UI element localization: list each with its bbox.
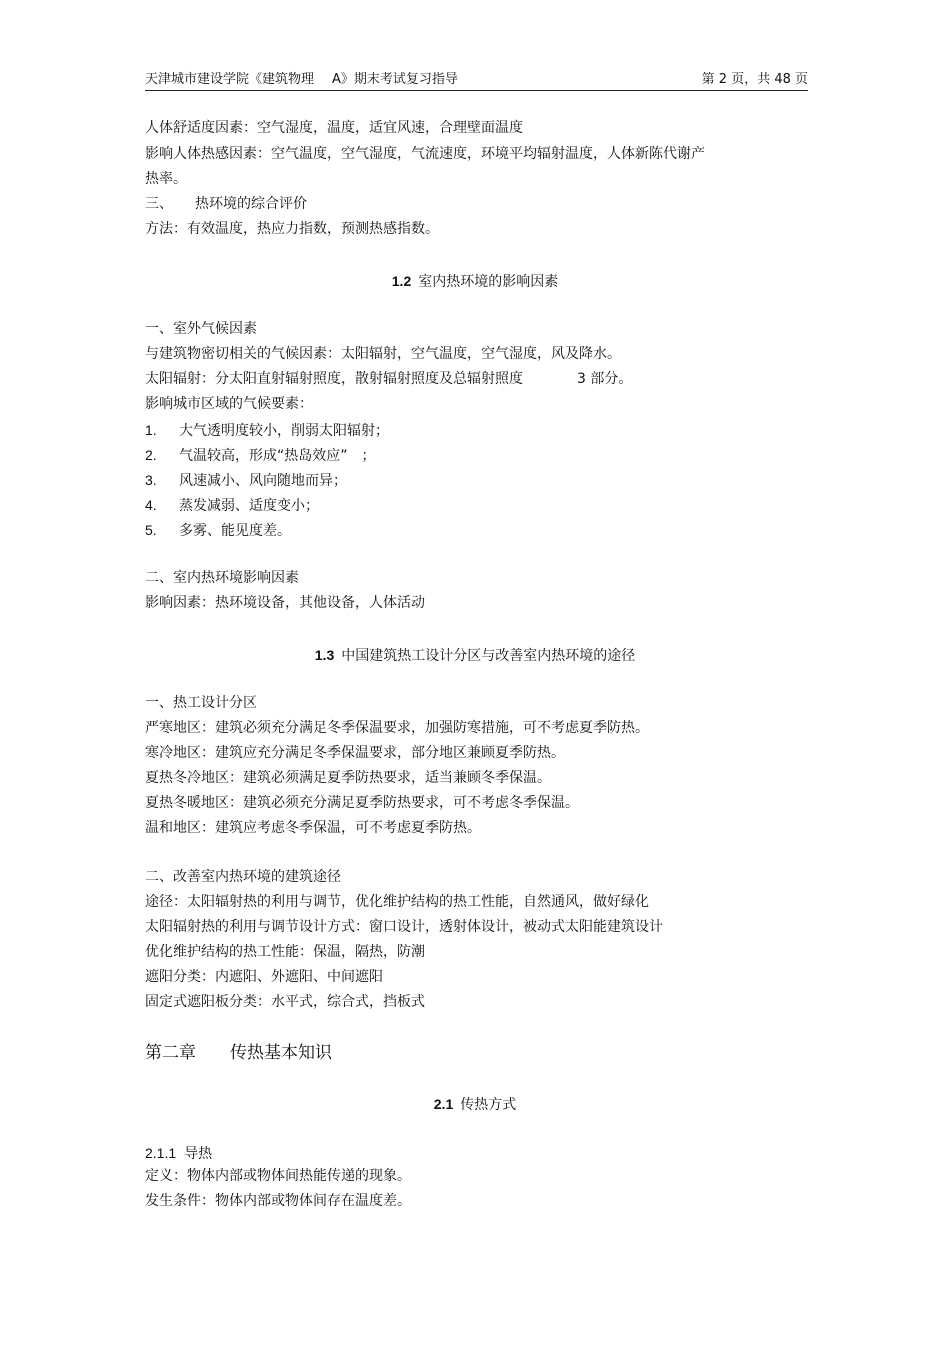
- header-document-title: 天津城市建设学院《建筑物理 A》期末考试复习指导: [145, 72, 458, 87]
- conduction-condition-text: 发生条件：物体内部或物体间存在温度差。: [145, 1193, 411, 1209]
- list-item: 2. 气温较高，形成“热岛效应” ；: [145, 447, 376, 464]
- section-heading-2-1: 2.1 传热方式: [433, 1096, 517, 1113]
- indoor-factors-text: 影响因素：热环境设备，其他设备，人体活动: [145, 595, 425, 611]
- thermal-sensation-text-line1: 影响人体热感因素：空气温度，空气湿度，气流速度，环境平均辐射温度，人体新陈代谢产: [145, 146, 705, 162]
- subsection-heading-comprehensive-evaluation: 三、 热环境的综合评价: [145, 196, 307, 212]
- subsection-heading-2-1-1: 2.1.1 导热: [145, 1145, 213, 1162]
- urban-climate-intro-text: 影响城市区域的气候要素：: [145, 396, 313, 412]
- zone-text: 温和地区：建筑应考虑冬季保温，可不考虑夏季防热。: [145, 820, 481, 836]
- approach-text: 优化维护结构的热工性能：保温，隔热，防潮: [145, 944, 425, 960]
- zone-text: 严寒地区：建筑必须充分满足冬季保温要求，加强防寒措施，可不考虑夏季防热。: [145, 720, 649, 736]
- list-item: 1. 大气透明度较小，削弱太阳辐射；: [145, 422, 389, 439]
- section-heading-1-3: 1.3 中国建筑热工设计分区与改善室内热环境的途径: [314, 647, 636, 664]
- conduction-definition-text: 定义：物体内部或物体间热能传递的现象。: [145, 1168, 411, 1184]
- comfort-factors-text: 人体舒适度因素：空气湿度，温度，适宜风速，合理壁面温度: [145, 120, 523, 136]
- page-header: [145, 66, 808, 91]
- subsection-heading-indoor-factors: 二、室内热环境影响因素: [145, 570, 299, 586]
- header-page-number: 第 2 页，共 48 页: [701, 72, 808, 87]
- evaluation-methods-text: 方法：有效温度，热应力指数，预测热感指数。: [145, 221, 439, 237]
- solar-radiation-text: 太阳辐射：分太阳直射辐射照度，散射辐射照度及总辐射照度 3 部分。: [145, 371, 633, 387]
- zone-text: 夏热冬冷地区：建筑必须满足夏季防热要求，适当兼顾冬季保温。: [145, 770, 551, 786]
- thermal-sensation-text-line2: 热率。: [145, 171, 187, 187]
- zone-text: 夏热冬暖地区：建筑必须充分满足夏季防热要求，可不考虑冬季保温。: [145, 795, 579, 811]
- subsection-heading-outdoor-climate: 一、室外气候因素: [145, 321, 257, 337]
- subsection-heading-thermal-zones: 一、热工设计分区: [145, 695, 257, 711]
- climate-factors-text: 与建筑物密切相关的气候因素：太阳辐射，空气温度，空气湿度，风及降水。: [145, 346, 621, 362]
- approach-text: 途径：太阳辐射热的利用与调节，优化维护结构的热工性能，自然通风，做好绿化: [145, 894, 649, 910]
- chapter-heading-2: 第二章 传热基本知识: [145, 1043, 332, 1063]
- zone-text: 寒冷地区：建筑应充分满足冬季保温要求，部分地区兼顾夏季防热。: [145, 745, 565, 761]
- approach-text: 固定式遮阳板分类：水平式，综合式，挡板式: [145, 994, 425, 1010]
- list-item: 3. 风速减小、风向随地而异；: [145, 472, 347, 489]
- section-heading-1-2: 1.2 室内热环境的影响因素: [391, 273, 559, 290]
- list-item: 5. 多雾、能见度差。: [145, 522, 291, 539]
- approach-text: 遮阳分类：内遮阳、外遮阳、中间遮阳: [145, 969, 383, 985]
- subsection-heading-improvement-approaches: 二、改善室内热环境的建筑途径: [145, 869, 341, 885]
- approach-text: 太阳辐射热的利用与调节设计方式：窗口设计，透射体设计，被动式太阳能建筑设计: [145, 919, 663, 935]
- list-item: 4. 蒸发减弱、适度变小；: [145, 497, 319, 514]
